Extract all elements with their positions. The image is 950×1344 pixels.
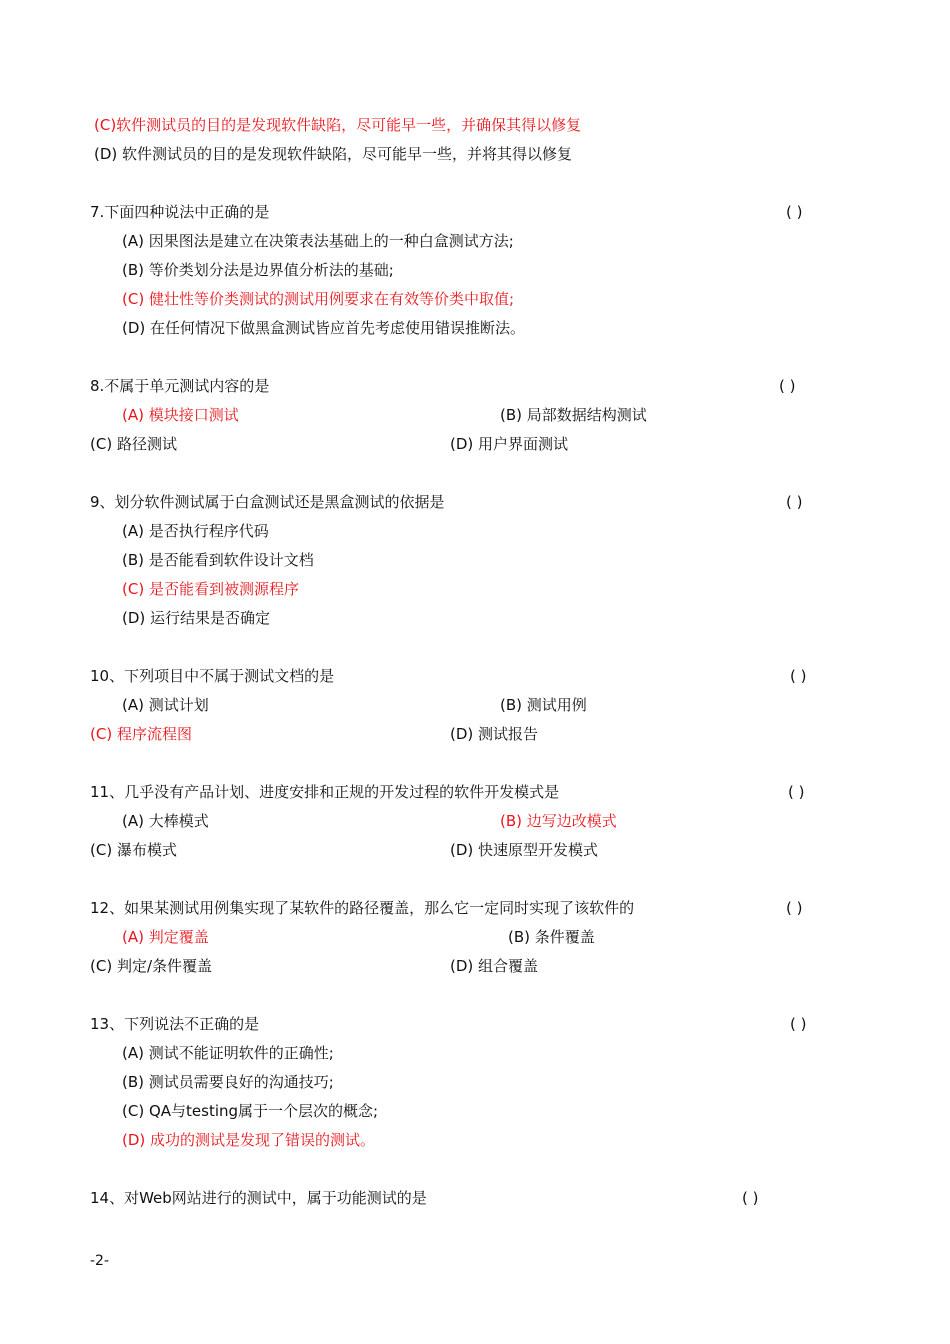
- q11-option-b-answer: (B) 边写边改模式: [500, 812, 617, 830]
- q12-option-b: (B) 条件覆盖: [508, 928, 595, 946]
- q8-option-c: (C) 路径测试: [90, 435, 177, 453]
- q12-answer-blank: ( ): [786, 899, 803, 917]
- q7-answer-blank: ( ): [786, 203, 803, 221]
- q11-option-a: (A) 大棒模式: [122, 812, 209, 830]
- q12-option-d: (D) 组合覆盖: [450, 957, 539, 975]
- q8-option-d: (D) 用户界面测试: [450, 435, 569, 453]
- q9-option-c-answer: (C) 是否能看到被测源程序: [122, 580, 299, 598]
- q9-option-a: (A) 是否执行程序代码: [122, 522, 269, 540]
- q10-option-d: (D) 测试报告: [450, 725, 539, 743]
- q13-option-d-answer: (D) 成功的测试是发现了错误的测试。: [122, 1131, 376, 1149]
- q13-option-c: (C) QA与testing属于一个层次的概念;: [122, 1102, 379, 1120]
- q9-answer-blank: ( ): [786, 493, 803, 511]
- q12-option-c: (C) 判定/条件覆盖: [90, 957, 213, 975]
- q13-stem: 13、下列说法不正确的是: [90, 1015, 260, 1033]
- q13-option-a: (A) 测试不能证明软件的正确性;: [122, 1044, 334, 1062]
- q11-option-d: (D) 快速原型开发模式: [450, 841, 599, 859]
- q8-answer-blank: ( ): [779, 377, 796, 395]
- q11-stem: 11、几乎没有产品计划、进度安排和正规的开发过程的软件开发模式是: [90, 783, 560, 801]
- q9-stem: 9、划分软件测试属于白盒测试还是黑盒测试的依据是: [90, 493, 445, 511]
- q9-option-d: (D) 运行结果是否确定: [122, 609, 271, 627]
- q12-option-a-answer: (A) 判定覆盖: [122, 928, 209, 946]
- q8-option-a-answer: (A) 模块接口测试: [122, 406, 239, 424]
- q14-answer-blank: ( ): [742, 1189, 759, 1207]
- q7-option-c-answer: (C) 健壮性等价类测试的测试用例要求在有效等价类中取值;: [122, 290, 515, 308]
- q10-option-c-answer: (C) 程序流程图: [90, 725, 192, 743]
- q14-stem: 14、对Web网站进行的测试中，属于功能测试的是: [90, 1189, 427, 1207]
- q13-answer-blank: ( ): [790, 1015, 807, 1033]
- q9-option-b: (B) 是否能看到软件设计文档: [122, 551, 314, 569]
- q10-option-a: (A) 测试计划: [122, 696, 209, 714]
- q11-answer-blank: ( ): [788, 783, 805, 801]
- q8-stem: 8.不属于单元测试内容的是: [90, 377, 270, 395]
- q8-option-b: (B) 局部数据结构测试: [500, 406, 647, 424]
- q10-option-b: (B) 测试用例: [500, 696, 587, 714]
- q12-stem: 12、如果某测试用例集实现了某软件的路径覆盖，那么它一定同时实现了该软件的: [90, 899, 635, 917]
- q7-option-a: (A) 因果图法是建立在决策表法基础上的一种白盒测试方法;: [122, 232, 514, 250]
- prev-option-d: (D) 软件测试员的目的是发现软件缺陷，尽可能早一些，并将其得以修复: [94, 145, 573, 163]
- q7-option-d: (D) 在任何情况下做黑盒测试皆应首先考虑使用错误推断法。: [122, 319, 526, 337]
- q7-option-b: (B) 等价类划分法是边界值分析法的基础;: [122, 261, 394, 279]
- q13-option-b: (B) 测试员需要良好的沟通技巧;: [122, 1073, 334, 1091]
- q10-stem: 10、下列项目中不属于测试文档的是: [90, 667, 335, 685]
- q10-answer-blank: ( ): [790, 667, 807, 685]
- page-number: -2-: [90, 1253, 110, 1269]
- q7-stem: 7.下面四种说法中正确的是: [90, 203, 270, 221]
- prev-option-c-answer: (C)软件测试员的目的是发现软件缺陷，尽可能早一些，并确保其得以修复: [94, 116, 582, 134]
- q11-option-c: (C) 瀑布模式: [90, 841, 177, 859]
